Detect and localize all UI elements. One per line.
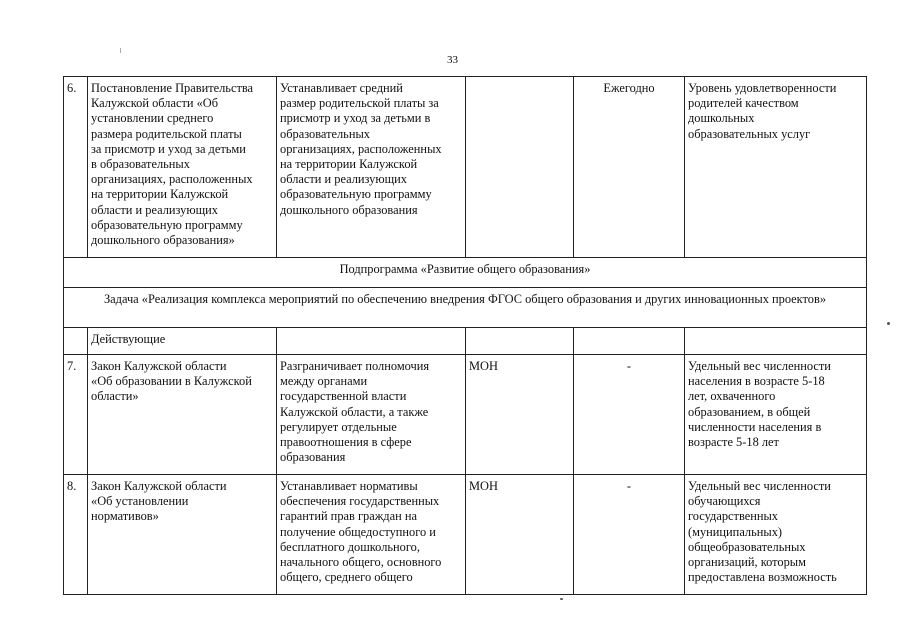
text-line: образования <box>280 450 346 465</box>
empty-cell <box>685 328 867 355</box>
document-cell <box>88 355 277 475</box>
text-line: регулирует отдельные <box>280 419 397 434</box>
text-line: лет, охваченного <box>688 389 776 404</box>
text-line: «Об образовании в Калужской <box>91 374 252 389</box>
section-num-cell <box>64 328 88 355</box>
table-row-7 <box>64 355 867 475</box>
text-line: возрасте 5-18 лет <box>688 435 779 450</box>
term-cell: - <box>574 475 685 595</box>
text-line: размера родительской платы <box>91 126 242 141</box>
subprogram-row <box>64 258 867 288</box>
regulations-table <box>63 76 867 595</box>
indicator-cell <box>685 77 867 258</box>
text-line: (муниципальных) <box>688 524 783 539</box>
subprogram-title: Подпрограмма «Развитие общего образования» <box>64 258 867 288</box>
text-line: правоотношения в сфере <box>280 435 412 450</box>
text-line: Удельный вес численности <box>688 359 831 373</box>
text-line: образованием, в общей <box>688 404 811 419</box>
text-line: организациях, расположенных <box>280 141 442 156</box>
text-line: присмотр и уход за детьми в <box>280 111 431 126</box>
text-line: нормативов» <box>91 509 159 524</box>
text-line: области и реализующих <box>280 172 407 187</box>
document-cell <box>88 475 277 595</box>
text-line: родителей качеством <box>688 96 799 111</box>
scan-speck <box>120 48 121 53</box>
section-row <box>64 328 867 355</box>
text-line: организациях, расположенных <box>91 172 253 187</box>
text-line: обеспечения государственных <box>280 494 440 509</box>
text-line: Постановление Правительства <box>91 81 254 95</box>
text-line: образовательных <box>280 126 370 141</box>
text-line: дошкольного образования» <box>91 233 235 248</box>
text-line: за присмотр и уход за детьми <box>91 141 246 156</box>
row-number: 8. <box>64 475 88 595</box>
text-line: начального общего, основного <box>280 555 442 570</box>
text-line: образовательную программу <box>91 217 243 232</box>
text-line: обучающихся <box>688 494 761 509</box>
content-cell <box>277 475 466 595</box>
text-line: государственной власти <box>280 389 407 404</box>
text-line: получение общедоступного и <box>280 524 436 539</box>
text-line: образовательную программу <box>280 187 432 202</box>
text-line: установлении среднего <box>91 111 214 126</box>
indicator-cell <box>685 355 867 475</box>
table-row-6 <box>64 77 867 258</box>
text-line: «Об установлении <box>91 494 189 509</box>
text-line: Калужской области, а также <box>280 404 429 419</box>
text-line: Разграничивает полномочия <box>280 359 430 373</box>
text-line: размер родительской платы за <box>280 96 439 111</box>
term-cell: - <box>574 355 685 475</box>
text-line: образовательных услуг <box>688 126 811 141</box>
text-line: между органами <box>280 374 368 389</box>
executor-cell: МОН <box>466 355 574 475</box>
text-line: общеобразовательных <box>688 539 806 554</box>
text-line: на территории Калужской <box>91 187 229 202</box>
text-line: организаций, которым <box>688 555 806 570</box>
text-line: гарантий прав граждан на <box>280 509 417 524</box>
task-row <box>64 288 867 328</box>
text-line: численности населения в <box>688 419 822 434</box>
row-number: 7. <box>64 355 88 475</box>
table-row-8 <box>64 475 867 595</box>
document-cell <box>88 77 277 258</box>
section-label: Действующие <box>88 328 277 355</box>
task-title: Задача «Реализация комплекса мероприятий по обеспечению внедрения ФГОС общего образования и других инновационных проектов» <box>64 288 867 328</box>
text-line: Удельный вес численности <box>688 479 831 493</box>
text-line: дошкольного образования <box>280 202 418 217</box>
text-line: области» <box>91 389 139 404</box>
text-line: государственных <box>688 509 779 524</box>
text-line: Закон Калужской области <box>91 479 227 493</box>
empty-cell <box>277 328 466 355</box>
scan-speck <box>887 322 890 325</box>
content-cell <box>277 77 466 258</box>
text-line: на территории Калужской <box>280 157 418 172</box>
text-line: Уровень удовлетворенности <box>688 81 837 95</box>
text-line: области и реализующих <box>91 202 218 217</box>
scan-speck <box>560 598 563 600</box>
text-line: Устанавливает нормативы <box>280 479 418 493</box>
empty-cell <box>466 328 574 355</box>
indicator-cell <box>685 475 867 595</box>
executor-cell <box>466 77 574 258</box>
row-number: 6. <box>64 77 88 258</box>
text-line: общего, среднего общего <box>280 570 413 585</box>
page-number: 33 <box>447 54 458 66</box>
text-line: Калужской области «Об <box>91 96 219 111</box>
text-line: Закон Калужской области <box>91 359 227 373</box>
empty-cell <box>574 328 685 355</box>
text-line: Устанавливает средний <box>280 81 403 95</box>
text-line: предоставлена возможность <box>688 570 837 585</box>
text-line: бесплатного дошкольного, <box>280 539 420 554</box>
executor-cell: МОН <box>466 475 574 595</box>
text-line: дошкольных <box>688 111 755 126</box>
content-cell <box>277 355 466 475</box>
text-line: в образовательных <box>91 157 190 172</box>
text-line: населения в возрасте 5-18 <box>688 374 825 389</box>
term-cell: Ежегодно <box>574 77 685 258</box>
